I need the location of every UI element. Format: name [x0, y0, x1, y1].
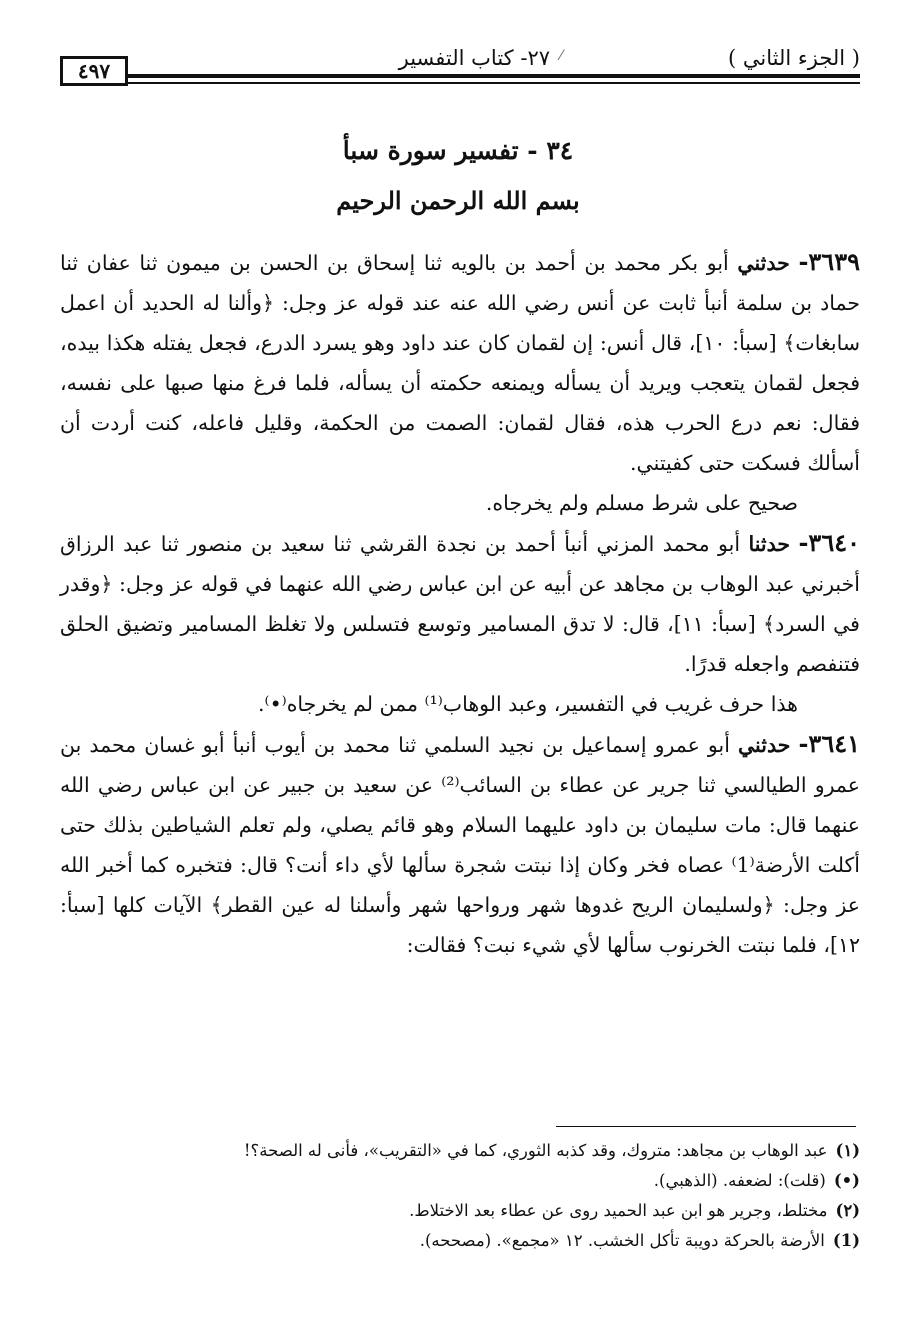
book-title: ٢٧- كتاب التفسير: [398, 46, 550, 70]
hadith-text: أبو بكر محمد بن أحمد بن بالويه ثنا إسحاق بن الحسن بن ميمون ثنا عفان ثنا حماد بن سلمة أنبأ ثابت عن أنس رضي الله عنه عند قوله عز وجل: ﴿وألنا له الحديد أن اعمل سابغات﴾ [سبأ: ١٠]، قال أنس: إن لقمان كان عند داود وهو يسرد الدرع، فجعل يفتله هكذا بيده، فجعل لقمان يتعجب ويريد أن يسأله ويمنعه حكمته أن يسأله، فلما فرغ منها صبها على نفسه، فقال: نعم درع الحرب هذه، فقال لقمان: الصمت من الحكمة، وقليل فاعله، كنت أردت أن أسألك فسكت حتى كفيتني.: [60, 251, 860, 475]
hadith-lead: حدثنا: [748, 532, 791, 556]
footnote-text: (قلت): لضعفه. (الذهبي).: [653, 1171, 826, 1190]
footnotes: [60, 1136, 860, 1256]
footnote-label: (١): [835, 1141, 860, 1160]
footnote-text: مختلط، وجرير هو ابن عبد الحميد روى عن عطاء بعد الاختلاط.: [409, 1201, 828, 1220]
main-text: [60, 242, 860, 965]
footnote-text: الأرضة بالحركة دويبة تأكل الخشب. ١٢ «مجمع». (مصححه).: [419, 1231, 825, 1250]
hadith-text: أبو عمرو إسماعيل بن نجيد السلمي ثنا محمد بن أيوب أنبأ أبو غسان محمد بن عمرو الطيالسي ثنا جرير عن عطاء بن السائب⁽²⁾ عن سعيد بن جبير عن ابن عباس رضي الله عنهما قال: مات سليمان بن داود عليهما السلام وهو قائم يصلي، ولم تعلم الشياطين بذلك حتى أكلت الأرضة⁽1⁾ عصاه فخر وكان إذا نبتت شجرة سألها لأي داء أنت؟ قال: فتخبره كما أخبر الله عز وجل: ﴿ولسليمان الريح غدوها شهر ورواحها شهر وأسلنا له عين القطر﴾ الآيات كلها [سبأ: ١٢]، فلما نبتت الخرنوب سألها لأي شيء نبت؟ فقالت:: [60, 733, 860, 957]
hadith-3640: [60, 523, 860, 684]
header-mark: ⁄: [560, 48, 563, 64]
footnote: [60, 1136, 860, 1166]
header-rule-thin: [128, 82, 860, 84]
hadith-note: صحيح على شرط مسلم ولم يخرجاه.: [485, 491, 798, 515]
footnote-separator: [556, 1126, 856, 1127]
hadith-3641: [60, 724, 860, 965]
footnote-label: (٢): [835, 1201, 860, 1220]
hadith-lead: حدثني: [737, 733, 791, 757]
header-rule-thick: [128, 74, 860, 78]
hadith-number: ٣٦٣٩-: [798, 247, 860, 276]
footnote: [60, 1226, 860, 1256]
hadith-note: هذا حرف غريب في التفسير، وعبد الوهاب⁽¹⁾ ممن لم يخرجاه⁽•⁾.: [258, 692, 798, 716]
page-header: [60, 42, 860, 98]
surah-title: ٣٤ - تفسير سورة سبأ: [342, 136, 574, 165]
footnote: [60, 1166, 860, 1196]
footnote-text: عبد الوهاب بن مجاهد: متروك، وقد كذبه الثوري، كما في «التقريب»، فأنى له الصحة؟!: [243, 1141, 828, 1160]
basmala: بسم الله الرحمن الرحيم: [336, 186, 580, 215]
part-title: ( الجزء الثاني ): [728, 46, 860, 70]
footnote-label: (1): [832, 1231, 860, 1250]
hadith-text: أبو محمد المزني أنبأ أحمد بن نجدة القرشي ثنا سعيد بن منصور ثنا عبد الرزاق أخبرني عبد الوهاب بن مجاهد عن أبيه عن ابن عباس رضي الله عنهما في قوله عز وجل: ﴿وقدر في السرد﴾ [سبأ: ١١]، قال: لا تدق المسامير وتوسع فتسلس ولا تغلظ المسامير وتضيق الحلق فتنفصم واجعله قدرًا.: [60, 532, 860, 676]
hadith-number: ٣٦٤١-: [798, 729, 860, 758]
hadith-3639: [60, 242, 860, 483]
hadith-lead: حدثني: [737, 251, 790, 275]
page-number: ٤٩٧: [60, 56, 128, 86]
hadith-number: ٣٦٤٠-: [798, 528, 860, 557]
footnote-label: (•): [833, 1171, 860, 1190]
footnote: [60, 1196, 860, 1226]
